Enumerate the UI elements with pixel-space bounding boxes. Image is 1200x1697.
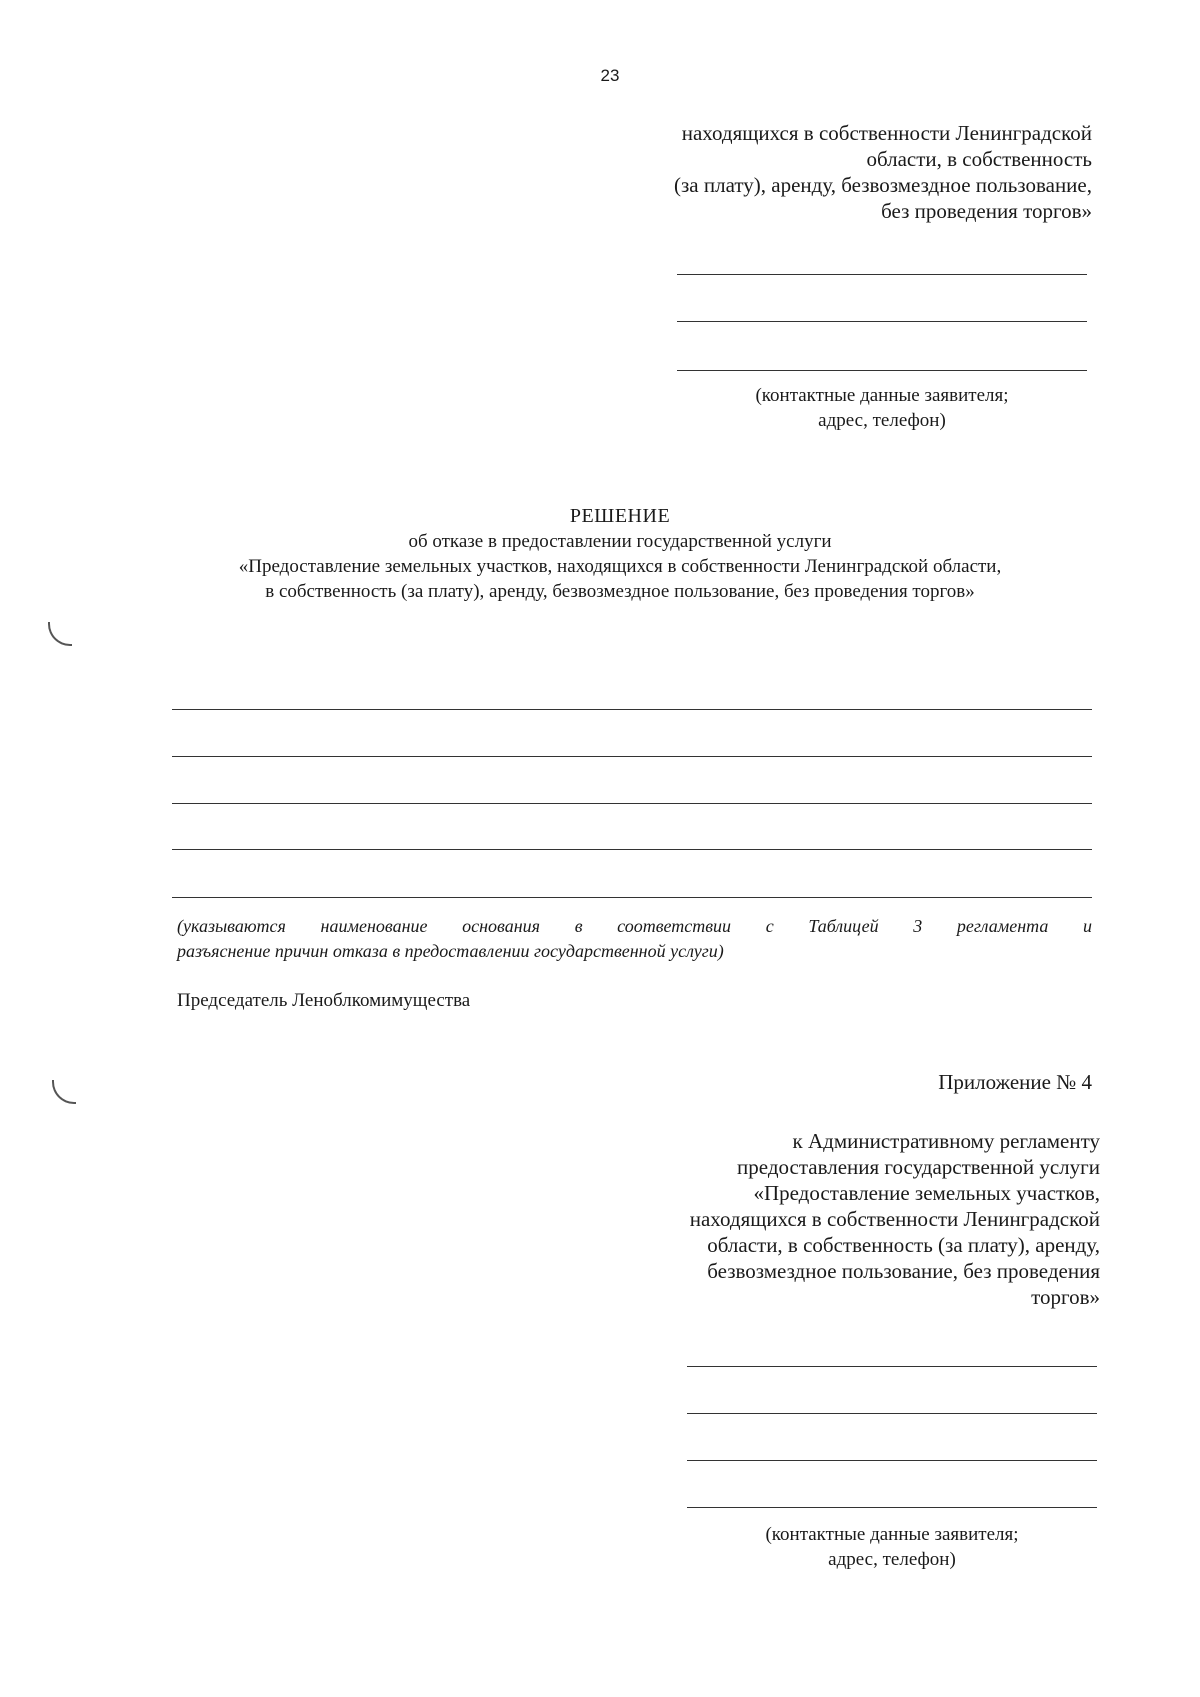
decision-line: об отказе в предоставлении государственной услуги xyxy=(408,531,832,552)
contact-caption-line: адрес, телефон) xyxy=(818,410,946,431)
reason-note-line: разъяснение причин отказа в предоставлении государственной услуги) xyxy=(177,941,724,961)
appendix-line: торгов» xyxy=(1031,1285,1100,1309)
top-header-line: находящихся в собственности Ленинградской xyxy=(681,121,1092,145)
top-header-line: без проведения торгов» xyxy=(881,199,1092,223)
contact-line xyxy=(677,321,1087,322)
decision-line: «Предоставление земельных участков, находящихся в собственности Ленинградской области, xyxy=(238,556,1002,577)
contact-caption-line: адрес, телефон) xyxy=(828,1549,956,1570)
chairman-signature-label: Председатель Леноблкомимущества xyxy=(177,990,471,1011)
reason-note-line: (указываются наименование основания в соответствии с Таблицей 3 регламента и xyxy=(177,916,1092,936)
contact-line xyxy=(677,370,1087,371)
contact-caption xyxy=(697,383,1067,433)
top-header-line: (за плату), аренду, безвозмездное пользование, xyxy=(674,173,1092,197)
reason-line xyxy=(172,756,1092,757)
contact-caption xyxy=(707,1522,1077,1572)
page-number: 23 xyxy=(600,66,620,85)
appendix-line: предоставления государственной услуги xyxy=(737,1155,1100,1179)
reason-line xyxy=(172,897,1092,898)
appendix-block xyxy=(690,1128,1100,1310)
appendix-line: безвозмездное пользование, без проведения xyxy=(707,1259,1100,1283)
top-header-line: области, в собственность xyxy=(866,147,1092,171)
decision-title: РЕШЕНИЕ xyxy=(569,505,671,527)
appendix-line: области, в собственность (за плату), аренду, xyxy=(707,1233,1100,1257)
appendix-line: «Предоставление земельных участков, xyxy=(753,1181,1100,1205)
reason-note xyxy=(177,914,1092,964)
decision-block xyxy=(120,504,1120,604)
reason-line xyxy=(172,709,1092,710)
binding-mark xyxy=(52,1080,76,1104)
contact-caption-line: (контактные данные заявителя; xyxy=(755,385,1009,406)
appendix-line: к Административному регламенту xyxy=(792,1129,1100,1153)
contact-line xyxy=(687,1460,1097,1461)
top-header xyxy=(674,120,1092,224)
reason-line xyxy=(172,849,1092,850)
appendix-title: Приложение № 4 xyxy=(938,1070,1092,1094)
contact-caption-line: (контактные данные заявителя; xyxy=(765,1524,1019,1545)
contact-line xyxy=(687,1413,1097,1414)
binding-mark xyxy=(48,622,72,646)
appendix-line: находящихся в собственности Ленинградской xyxy=(689,1207,1100,1231)
contact-line xyxy=(687,1507,1097,1508)
reason-line xyxy=(172,803,1092,804)
decision-line: в собственность (за плату), аренду, безвозмездное пользование, без проведения торгов» xyxy=(265,581,975,602)
contact-line xyxy=(677,274,1087,275)
contact-line xyxy=(687,1366,1097,1367)
